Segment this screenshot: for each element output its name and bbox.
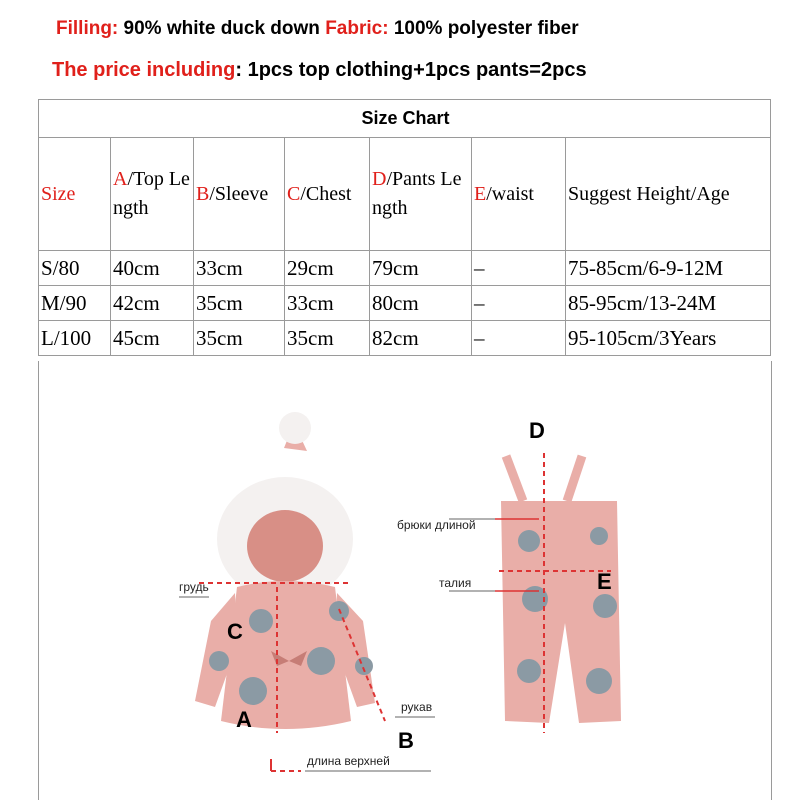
table-cell-waist: – [472,251,566,286]
filling-value: 90% white duck down [118,18,326,39]
header-text: Size [41,182,76,205]
header-pants-length [370,138,472,251]
table-cell-suggest-height-age: 75-85cm/6-9-12M [566,251,771,286]
table-cell-waist: – [472,321,566,356]
header-text: /waist [486,182,534,205]
table-row [39,286,771,321]
label-e: E [597,569,612,594]
table-cell-sleeve: 33cm [194,251,285,286]
header-text: /Sleeve [209,182,269,205]
table-cell-suggest-height-age: 85-95cm/13-24M [566,286,771,321]
size-cell: M/90 [39,286,111,321]
header-suggest-height-age [566,138,771,251]
table-cell-top-length: 42cm [111,286,194,321]
size-chart-header-row [39,138,771,251]
product-illustration [38,361,772,800]
header-letter: C [287,182,301,205]
table-cell-chest: 33cm [285,286,370,321]
filling-fabric-line [56,18,579,40]
table-cell-chest: 29cm [285,251,370,286]
label-d: D [529,418,545,443]
header-letter: D [372,168,387,190]
size-chart-title: Size Chart [39,100,771,138]
size-chart-body [39,251,771,356]
header-text: /Pants Length [372,168,462,219]
fabric-value: 100% polyester fiber [388,18,579,39]
header-text: Suggest Height/Age [568,182,730,205]
label-a: A [236,707,252,732]
header-top-length [111,138,194,251]
size-chart-table [38,99,771,356]
jacket-illustration [195,412,385,771]
price-label: The price including [52,59,236,81]
header-sleeve [194,138,285,251]
table-row [39,321,771,356]
garment-diagram [39,361,769,800]
size-cell: L/100 [39,321,111,356]
table-row [39,251,771,286]
fabric-label: Fabric: [325,18,389,39]
header-chest [285,138,370,251]
chest-text: грудь [179,580,209,594]
top-length-text: длина верхней [307,754,390,768]
price-line [52,59,587,82]
table-cell-chest: 35cm [285,321,370,356]
table-cell-pants-length: 80cm [370,286,472,321]
header-size [39,138,111,251]
filling-label: Filling: [56,18,119,39]
table-cell-pants-length: 82cm [370,321,472,356]
table-cell-sleeve: 35cm [194,286,285,321]
table-cell-waist: – [472,286,566,321]
header-letter: B [196,182,210,205]
table-cell-sleeve: 35cm [194,321,285,356]
header-text: /Top Length [113,168,190,219]
price-value: : 1pcs top clothing+1pcs pants=2pcs [235,59,587,81]
waist-text: талия [439,576,472,590]
sleeve-text: рукав [401,700,433,714]
header-waist [472,138,566,251]
table-cell-suggest-height-age: 95-105cm/3Years [566,321,771,356]
header-text: /Chest [300,182,352,205]
table-cell-top-length: 45cm [111,321,194,356]
header-letter: A [113,168,128,190]
size-cell: S/80 [39,251,111,286]
header-letter: E [474,182,487,205]
pants-length-text: брюки длиной [397,518,476,532]
label-b: B [398,728,414,753]
table-cell-pants-length: 79cm [370,251,472,286]
table-cell-top-length: 40cm [111,251,194,286]
label-c: C [227,619,243,644]
